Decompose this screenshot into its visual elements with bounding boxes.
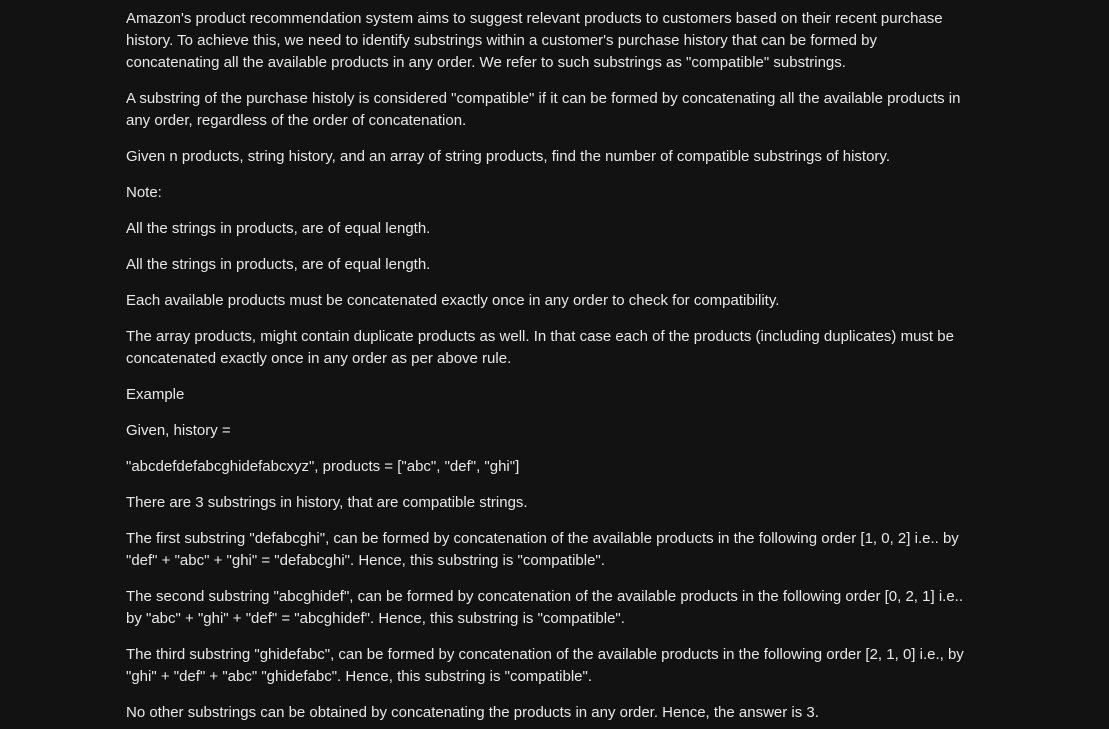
note-item-4: The array products, might contain duplicate products as well. In that case each of the products (including duplicates) must be concatenated exactly once in any order as per above rule. — [126, 328, 954, 367]
example-first-substring: The first substring "defabcghi", can be formed by concatenation of the available products in the following order [1, 0, 2] i.e.. by "def" + "abc" + "ghi" = "defabcghi". Hence, this substring is "compatible". — [126, 530, 959, 569]
example-input: "abcdefdefabcghidefabcxyz", products = ["abc", "def", "ghi"] — [126, 458, 520, 475]
note-heading: Note: — [126, 184, 162, 201]
example-conclusion: No other substrings can be obtained by concatenating the products in any order. Hence, the answer is 3. — [126, 704, 819, 721]
example-heading: Example — [126, 386, 185, 403]
note-item-2: All the strings in products, are of equal length. — [126, 256, 431, 273]
problem-statement — [126, 8, 966, 729]
intro-paragraph: Amazon's product recommendation system aims to suggest relevant products to customers based on their recent purchase history. To achieve this, we need to identify substrings within a customer's purchase history that can be formed by concatenating all the available products in any order. We refer to such substrings as "compatible" substrings. — [126, 10, 943, 71]
note-item-3: Each available products must be concatenated exactly once in any order to check for compatibility. — [126, 292, 780, 309]
definition-paragraph: A substring of the purchase histoly is considered "compatible" if it can be formed by concatenating all the available products in any order, regardless of the order of concatenation. — [126, 90, 961, 129]
task-paragraph: Given n products, string history, and an array of string products, find the number of compatible substrings of history. — [126, 148, 890, 165]
example-third-substring: The third substring "ghidefabc", can be formed by concatenation of the available products in the following order [2, 1, 0] i.e., by "ghi" + "def" + "abc" "ghidefabc". Hence, this substring is "compatible". — [126, 646, 964, 685]
example-summary: There are 3 substrings in history, that are compatible strings. — [126, 494, 528, 511]
note-item-1: All the strings in products, are of equal length. — [126, 220, 431, 237]
example-second-substring: The second substring "abcghidef", can be formed by concatenation of the available products in the following order [0, 2, 1] i.e.. by "abc" + "ghi" + "def" = "abcghidef". Hence, this substring is "compatible". — [126, 588, 963, 627]
example-given: Given, history = — [126, 422, 231, 439]
